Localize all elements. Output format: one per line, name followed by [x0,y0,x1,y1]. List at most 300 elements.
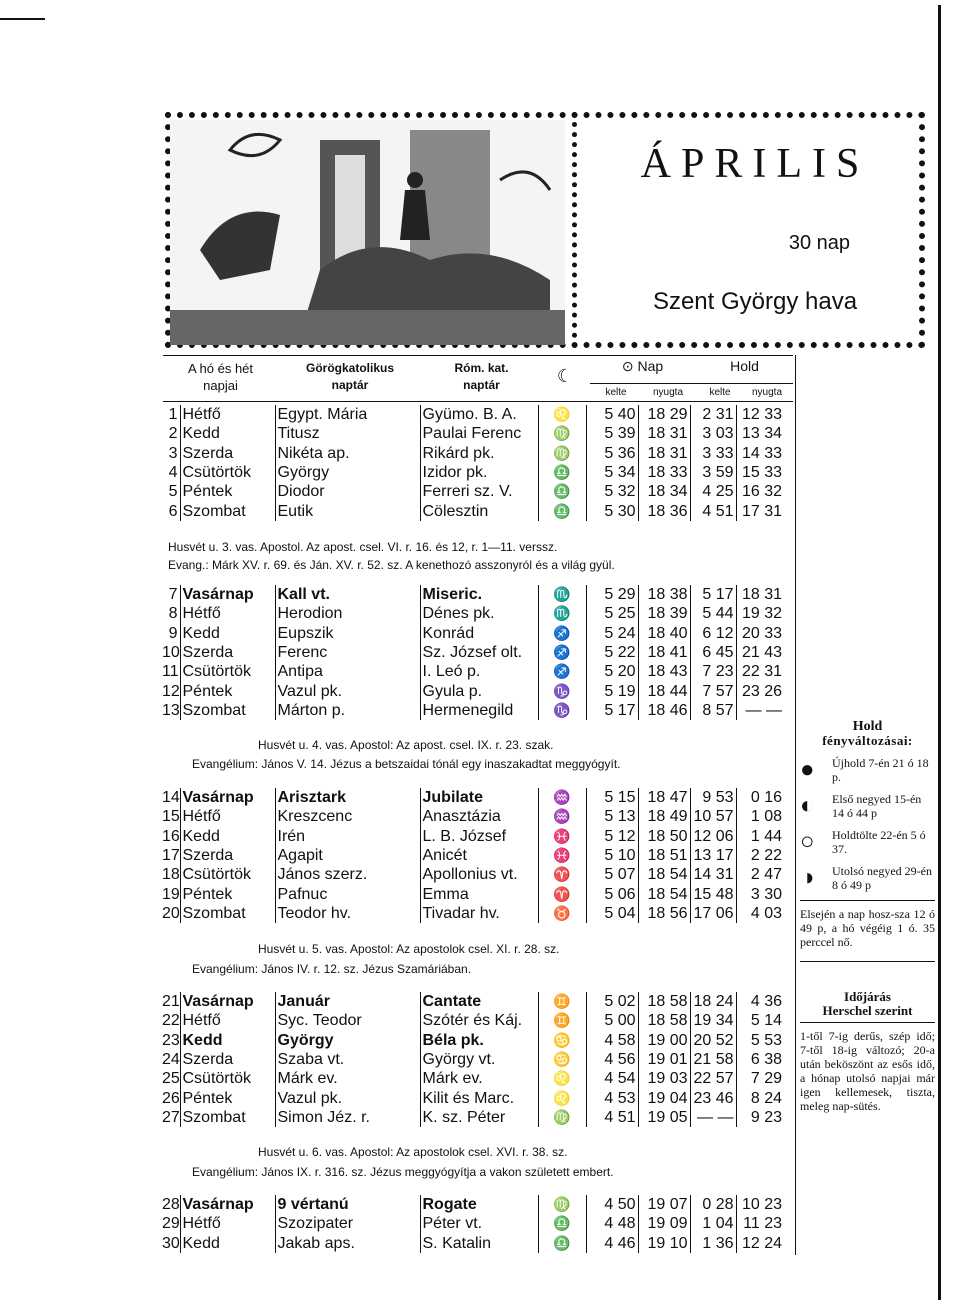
sunset: 19 10 [638,1234,690,1253]
day-row [160,424,784,443]
moonrise: 3 33 [690,444,736,463]
header-sun-nyugta: nyugta [652,387,684,398]
greek-saint: Simon Jéz. r. [275,1108,420,1127]
greek-saint: Márton p. [275,701,420,720]
roman-saint: Apollonius vt. [420,865,538,884]
greek-saint: Agapit [275,846,420,865]
weekday: Vasárnap [180,992,275,1011]
sunset: 18 39 [638,604,690,623]
sunset: 19 09 [638,1214,690,1233]
greek-saint: Egypt. Mária [275,405,420,424]
moonset: — — [736,701,784,720]
day-number: 26 [162,1089,180,1107]
greek-saint: Diodor [275,482,420,501]
zodiac-icon: ♊ [538,1011,586,1030]
moonrise: 14 31 [690,865,736,884]
weekday: Kedd [180,424,275,443]
weekday: Hétfő [180,807,275,826]
day-row [160,1214,784,1233]
weekday: Szerda [180,846,275,865]
zodiac-icon: ♌ [538,405,586,424]
roman-saint: Tivadar hv. [420,904,538,923]
greek-saint: Nikéta ap. [275,444,420,463]
roman-saint: Béla pk. [420,1031,538,1050]
moonrise: — — [690,1108,736,1127]
day-row [160,482,784,501]
moonrise: 8 57 [690,701,736,720]
sunrise: 4 53 [586,1088,638,1107]
sunrise: 5 24 [586,624,638,643]
sunrise: 5 17 [586,701,638,720]
weekday: Hétfő [180,405,275,424]
sunset: 18 56 [638,904,690,923]
week-note: Husvét u. 4. vas. Apostol: Az apost. csel. IX. r. 23. szak. [258,738,554,752]
week-table [160,585,784,720]
roman-saint: Péter vt. [420,1214,538,1233]
moon-phase-text: Utolsó negyed 29-én 8 ó 49 p [832,864,932,892]
sunrise: 4 58 [586,1031,638,1050]
zodiac-icon: ♉ [538,904,586,923]
weekday: Szerda [180,444,275,463]
zodiac-icon: ♓ [538,846,586,865]
moonset: 0 16 [736,788,784,807]
moonset: 14 33 [736,444,784,463]
moonset: 5 14 [736,1011,784,1030]
day-number: 18 [162,866,180,884]
zodiac-icon: ♓ [538,827,586,846]
sunrise: 5 29 [586,585,638,604]
roman-saint: Gyula p. [420,681,538,700]
moonrise: 5 17 [690,585,736,604]
roman-saint: Anicét [420,846,538,865]
roman-saint: Szótér és Káj. [420,1011,538,1030]
week-note: Evangélium: János IX. r. 316. sz. Jézus meggyógyítja a vakon született embert. [192,1165,614,1179]
zodiac-icon: ♋ [538,1050,586,1069]
weekday: Szombat [180,501,275,520]
moonrise: 2 31 [690,405,736,424]
header-rule-mid [590,383,793,384]
day-number: 14 [162,789,180,807]
moonrise: 18 24 [690,992,736,1011]
day-row [160,884,784,903]
day-row [160,904,784,923]
weekday: Hétfő [180,604,275,623]
header-nap-label: Nap [637,358,664,374]
moon-phases-panel [800,720,935,1113]
week-table [160,788,784,923]
roman-saint: Cölesztin [420,501,538,520]
roman-saint: Dénes pk. [420,604,538,623]
weather-text: 1-től 7-ig derűs, szép idő; 7-től 18-ig változó; 20-a után beköszönt az esős idő, a hónap utolsó napjai már igen kellemesek, tiszta, meleg nap-sütés. [800,1029,935,1113]
moonrise: 10 57 [690,807,736,826]
zodiac-icon: ♌ [538,1088,586,1107]
sun-note: Elsején a nap hosz-sza 12 ó 49 p, a hó végéig 1 ó. 35 perccel nő. [800,900,935,949]
moonset: 4 03 [736,904,784,923]
moon-phase-text: Első negyed 15-én 14 ó 44 p [832,792,922,820]
moonrise: 3 03 [690,424,736,443]
roman-saint: György vt. [420,1050,538,1069]
weekday: Kedd [180,1234,275,1253]
roman-saint: S. Katalin [420,1234,538,1253]
greek-saint: Eupszik [275,624,420,643]
moonrise: 4 25 [690,482,736,501]
moonrise: 7 23 [690,662,736,681]
day-number: 9 [168,624,178,642]
zodiac-icon: ♈ [538,884,586,903]
moonset: 20 33 [736,624,784,643]
weather-title-1: Időjárás [800,961,935,1004]
day-row [160,1011,784,1030]
day-number: 11 [162,663,179,681]
sunrise: 5 25 [586,604,638,623]
sunset: 18 36 [638,501,690,520]
moonset: 7 29 [736,1069,784,1088]
moonrise: 22 57 [690,1069,736,1088]
sunrise: 5 40 [586,405,638,424]
roman-saint: Rogate [420,1195,538,1214]
moonset: 3 30 [736,884,784,903]
week-table [160,1195,784,1253]
header-illustration [170,120,565,345]
day-row [160,604,784,623]
moonrise: 1 36 [690,1234,736,1253]
moonset: 2 22 [736,846,784,865]
moonset: 6 38 [736,1050,784,1069]
sunset: 18 34 [638,482,690,501]
sunset: 19 00 [638,1031,690,1050]
header-rom-line2: naptár [463,378,500,392]
greek-saint: Január [275,992,420,1011]
sunset: 19 07 [638,1195,690,1214]
day-number: 27 [162,1108,180,1126]
greek-saint: Szaba vt. [275,1050,420,1069]
roman-saint: Hermenegild [420,701,538,720]
roman-saint: Anasztázia [420,807,538,826]
moonset: 22 31 [736,662,784,681]
day-row [160,444,784,463]
moonrise: 17 06 [690,904,736,923]
moonrise: 9 53 [690,788,736,807]
week-note: Evang.: Márk XV. r. 69. és Ján. XV. r. 52. sz. A kenethozó asszonyról és a világ gyül. [168,558,615,572]
greek-saint: 9 vértanú [275,1195,420,1214]
sunrise: 5 12 [586,827,638,846]
sunset: 18 31 [638,444,690,463]
day-row [160,992,784,1011]
moonrise: 20 52 [690,1031,736,1050]
weekday: Csütörtök [180,662,275,681]
greek-saint: Szozipater [275,1214,420,1233]
weekday: Vasárnap [180,788,275,807]
sunrise: 5 36 [586,444,638,463]
zodiac-icon: ♌ [538,1069,586,1088]
sunrise: 5 22 [586,643,638,662]
weekday: Vasárnap [180,585,275,604]
moonrise: 5 44 [690,604,736,623]
sunset: 18 51 [638,846,690,865]
day-number: 22 [162,1012,180,1030]
header-rule-top [163,355,793,356]
moonset: 11 23 [736,1214,784,1233]
zodiac-icon: ♈ [538,865,586,884]
sunset: 18 33 [638,463,690,482]
roman-saint: Rikárd pk. [420,444,538,463]
weekday: Szerda [180,643,275,662]
weekday: Péntek [180,884,275,903]
day-row [160,1234,784,1253]
day-row [160,405,784,424]
sunrise: 5 13 [586,807,638,826]
day-row [160,1108,784,1127]
roman-saint: Izidor pk. [420,463,538,482]
weekday: Kedd [180,624,275,643]
greek-saint: Titusz [275,424,420,443]
moonset: 21 43 [736,643,784,662]
moonset: 17 31 [736,501,784,520]
moonrise: 6 12 [690,624,736,643]
greek-saint: Antipa [275,662,420,681]
day-row [160,1050,784,1069]
zodiac-icon: ♐ [538,643,586,662]
week-note: Husvét u. 6. vas. Apostol: Az apostolok csel. XVI. r. 38. sz. [258,1145,568,1159]
moonset: 13 34 [736,424,784,443]
day-number: 25 [162,1070,180,1088]
weekday: Csütörtök [180,1069,275,1088]
header-hold: Hold [730,358,759,374]
day-row [160,1195,784,1214]
greek-saint: Syc. Teodor [275,1011,420,1030]
day-number: 3 [168,444,178,462]
weekday: Csütörtök [180,463,275,482]
sunrise: 5 02 [586,992,638,1011]
moon-phase-item [800,792,935,820]
roman-saint: Konrád [420,624,538,643]
week-table [160,405,784,521]
greek-saint: Kreszcenc [275,807,420,826]
header-moon-nyugta: nyugta [751,387,783,398]
header-greek-line1: Görögkatolikus [305,361,394,375]
moon-phase-list [800,756,935,892]
weekday: Szombat [180,701,275,720]
roman-saint: Gyümo. B. A. [420,405,538,424]
zodiac-icon: ♊ [538,992,586,1011]
greek-saint: György [275,1031,420,1050]
zodiac-icon: ♐ [538,662,586,681]
roman-saint: Cantate [420,992,538,1011]
sunrise: 4 54 [586,1069,638,1088]
roman-saint: Ferreri sz. V. [420,482,538,501]
zodiac-icon: ♏ [538,604,586,623]
zodiac-icon: ♎ [538,463,586,482]
day-number: 20 [162,904,180,922]
zodiac-icon: ♍ [538,444,586,463]
moonset: 23 26 [736,681,784,700]
sun-icon: ⊙ [621,358,634,374]
greek-saint: Herodion [275,604,420,623]
day-number: 21 [162,993,180,1011]
sunrise: 4 46 [586,1234,638,1253]
sunrise: 4 50 [586,1195,638,1214]
weekday: Péntek [180,1088,275,1107]
page-title: ÁPRILIS [640,141,870,187]
full-moon-icon: ○ [800,829,815,855]
greek-saint: Pafnuc [275,884,420,903]
days-count: 30 nap [788,232,850,254]
moon-phase-item [800,756,935,784]
moonset: 16 32 [736,482,784,501]
sunset: 18 58 [638,992,690,1011]
header-sun-kelte: kelte [605,387,627,398]
day-row [160,501,784,520]
sunrise: 5 04 [586,904,638,923]
day-row [160,1088,784,1107]
day-row [160,701,784,720]
zodiac-icon: ♎ [538,482,586,501]
sunset: 18 38 [638,585,690,604]
sunset: 18 43 [638,662,690,681]
greek-saint: György [275,463,420,482]
weekday: Hétfő [180,1214,275,1233]
day-row [160,865,784,884]
roman-saint: Jubilate [420,788,538,807]
header-days [163,360,278,394]
day-number: 6 [168,502,178,520]
moonset: 1 44 [736,827,784,846]
sunrise: 5 39 [586,424,638,443]
greek-saint: Vazul pk. [275,1088,420,1107]
sunset: 18 29 [638,405,690,424]
moonset: 12 33 [736,405,784,424]
day-number: 8 [168,605,178,623]
sunset: 19 04 [638,1088,690,1107]
day-row [160,1031,784,1050]
day-number: 10 [162,644,180,662]
sunset: 18 54 [638,884,690,903]
weather-title-2: Herschel szerint [800,1004,935,1023]
week-note: Husvét u. 5. vas. Apostol: Az apostolok csel. XI. r. 28. sz. [258,942,560,956]
day-row [160,846,784,865]
moonrise: 1 04 [690,1214,736,1233]
moon-phase-text: Újhold 7-én 21 ó 18 p. [832,756,929,784]
day-row [160,788,784,807]
day-row [160,585,784,604]
day-number: 13 [162,701,180,719]
day-number: 12 [162,682,180,700]
header-moon-kelte: kelte [709,387,731,398]
roman-saint: L. B. József [420,827,538,846]
sunrise: 5 20 [586,662,638,681]
sunset: 18 54 [638,865,690,884]
moonrise: 15 48 [690,884,736,903]
day-number: 7 [168,586,178,604]
sunset: 18 49 [638,807,690,826]
moonrise: 19 34 [690,1011,736,1030]
greek-saint: János szerz. [275,865,420,884]
sunset: 19 03 [638,1069,690,1088]
sunset: 18 50 [638,827,690,846]
moonset: 18 31 [736,585,784,604]
first-quarter-icon: ◐ [800,793,815,819]
sunset: 18 46 [638,701,690,720]
header-rule-bottom [163,401,793,402]
moonset: 4 36 [736,992,784,1011]
sunset: 18 31 [638,424,690,443]
sidebar-divider [795,355,796,1255]
greek-saint: Eutik [275,501,420,520]
weekday: Szerda [180,1050,275,1069]
day-number: 19 [162,885,180,903]
sunrise: 4 51 [586,1108,638,1127]
header-days-line2: napjai [203,378,238,393]
greek-saint: Ferenc [275,643,420,662]
header-rom [424,360,539,394]
moonset: 19 32 [736,604,784,623]
day-number: 16 [162,827,180,845]
day-number: 23 [162,1031,180,1049]
day-number: 29 [162,1215,180,1233]
greek-saint: Jakab aps. [275,1234,420,1253]
zodiac-icon: ♎ [538,1214,586,1233]
roman-saint: K. sz. Péter [420,1108,538,1127]
last-quarter-icon: ◑ [800,865,815,891]
sunrise: 5 06 [586,884,638,903]
day-row [160,681,784,700]
sunrise: 5 07 [586,865,638,884]
moon-title-2: fényváltozásai: [822,733,913,748]
greek-saint: Kall vt. [275,585,420,604]
sunset: 18 40 [638,624,690,643]
zodiac-icon: ♐ [538,624,586,643]
day-row [160,643,784,662]
day-row [160,624,784,643]
weekday: Szombat [180,904,275,923]
day-number: 5 [168,483,178,501]
zodiac-icon: ♍ [538,1195,586,1214]
moonrise: 7 57 [690,681,736,700]
sunset: 19 05 [638,1108,690,1127]
moonset: 1 08 [736,807,784,826]
roman-saint: I. Leó p. [420,662,538,681]
sunrise: 5 30 [586,501,638,520]
header-greek [280,360,420,394]
header-frame-divider [572,112,577,348]
day-number: 15 [162,808,180,826]
roman-saint: Kilit és Marc. [420,1088,538,1107]
right-border-rule [938,5,941,1300]
top-rule [0,18,45,20]
sunset: 18 58 [638,1011,690,1030]
sunrise: 5 15 [586,788,638,807]
sunset: 18 44 [638,681,690,700]
greek-saint: Teodor hv. [275,904,420,923]
day-row [160,807,784,826]
zodiac-icon: ♏ [538,585,586,604]
moonrise: 6 45 [690,643,736,662]
moonrise: 12 06 [690,827,736,846]
moonset: 9 23 [736,1108,784,1127]
moonrise: 4 51 [690,501,736,520]
moon-phase-text: Holdtölte 22-én 5 ó 37. [832,828,926,856]
moonset: 15 33 [736,463,784,482]
moonset: 10 23 [736,1195,784,1214]
day-row [160,827,784,846]
day-number: 30 [162,1234,180,1252]
greek-saint: Vazul pk. [275,681,420,700]
week-note: Evangélium: János V. 14. Jézus a betszaidai tónál egy inaszakadtat meggyógyít. [192,757,621,771]
weekday: Vasárnap [180,1195,275,1214]
zodiac-icon: ♎ [538,501,586,520]
moonset: 8 24 [736,1088,784,1107]
day-number: 4 [168,464,178,482]
